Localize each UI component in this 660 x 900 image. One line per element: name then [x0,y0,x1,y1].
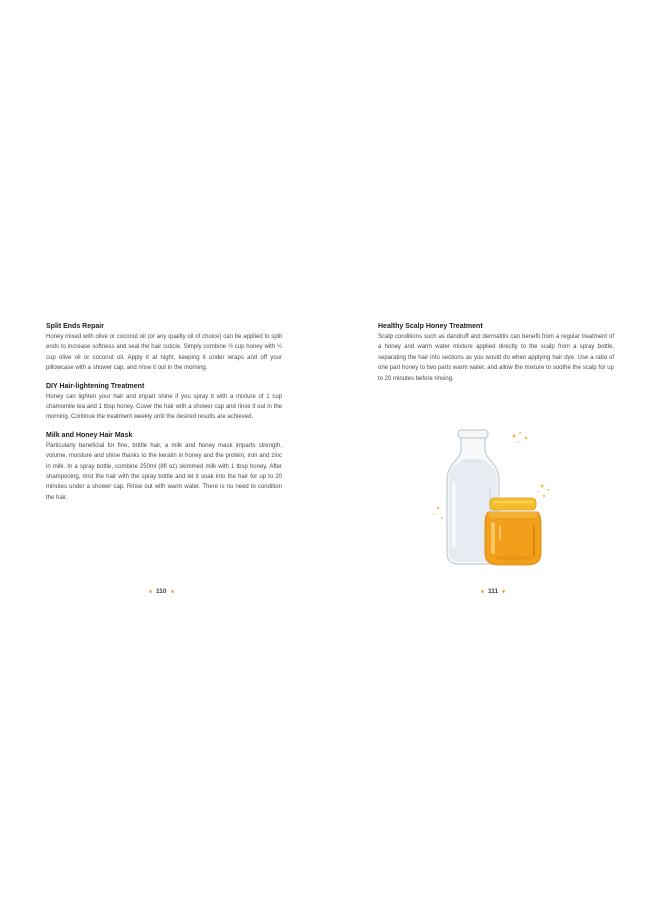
page-number: 110 [156,588,167,595]
section-title: Milk and Honey Hair Mask [46,431,133,439]
page-number: 111 [488,588,499,595]
honey-drop-ornament-icon [170,589,175,594]
honey-drop-ornament-icon [501,589,506,594]
section-healthy-scalp [378,322,614,384]
section-milk-honey-mask [46,431,282,503]
right-page [378,322,614,392]
honey-drop-ornament-icon [480,589,485,594]
section-body: Honey mixed with olive or coconut oil (or any quality oil of choice) can be applied to split ends to increase softness and seal the hair cuticle. Simply combine ½ cup honey with ¼ cup olive oil or coconut oil. Apply it at night, keeping it under wraps and off your pillowcase with a shower cap, and rinse it out in the morning. [46,334,282,372]
section-title: Healthy Scalp Honey Treatment [378,323,483,330]
left-page [46,322,282,511]
section-title: DIY Hair-lightening Treatment [46,382,145,390]
section-body: Honey can lighten your hair and impart shine if you spray it with a mixture of 1 cup chamomile tea and 1 tbsp honey. Cover the hair with a shower cap and rinse it out in the morning. Continue the treatment weekly until the desired results are achieved. [46,393,282,421]
honey-jar [485,498,541,565]
section-hair-lightening [46,382,282,423]
page-number-left [148,588,175,595]
section-title: Split Ends Repair [46,323,104,330]
section-body: Scalp conditions such as dandruff and dermatitis can benefit from a regular treatment of a honey and warm water mixture applied directly to the scalp from a spray bottle, separating the hair into sections as you would do when applying hair dye. Use a ratio of one part honey to two parts warm water, and allow the mixture to soothe the scalp for up to 20 minutes before rinsing. [378,334,614,382]
section-split-ends-repair [46,322,282,374]
milk-bottle-and-honey-jar-illustration [430,428,560,568]
section-body: Particularly beneficial for fine, brittle hair, a milk and honey mask imparts strength, volume, moisture and shine thanks to the keratin in honey and the protein, iron and zinc in milk. In a spray bottle, combine 250ml (8fl oz) skimmed milk with 1 tbsp honey. After shampooing, mist the hair with the spray bottle and let it soak into the hair for up to 20 minutes under a shower cap. Rinse out with warm water. There is no need to condition the hair. [46,442,282,501]
honey-drop-ornament-icon [148,589,153,594]
page-number-right [480,588,506,595]
